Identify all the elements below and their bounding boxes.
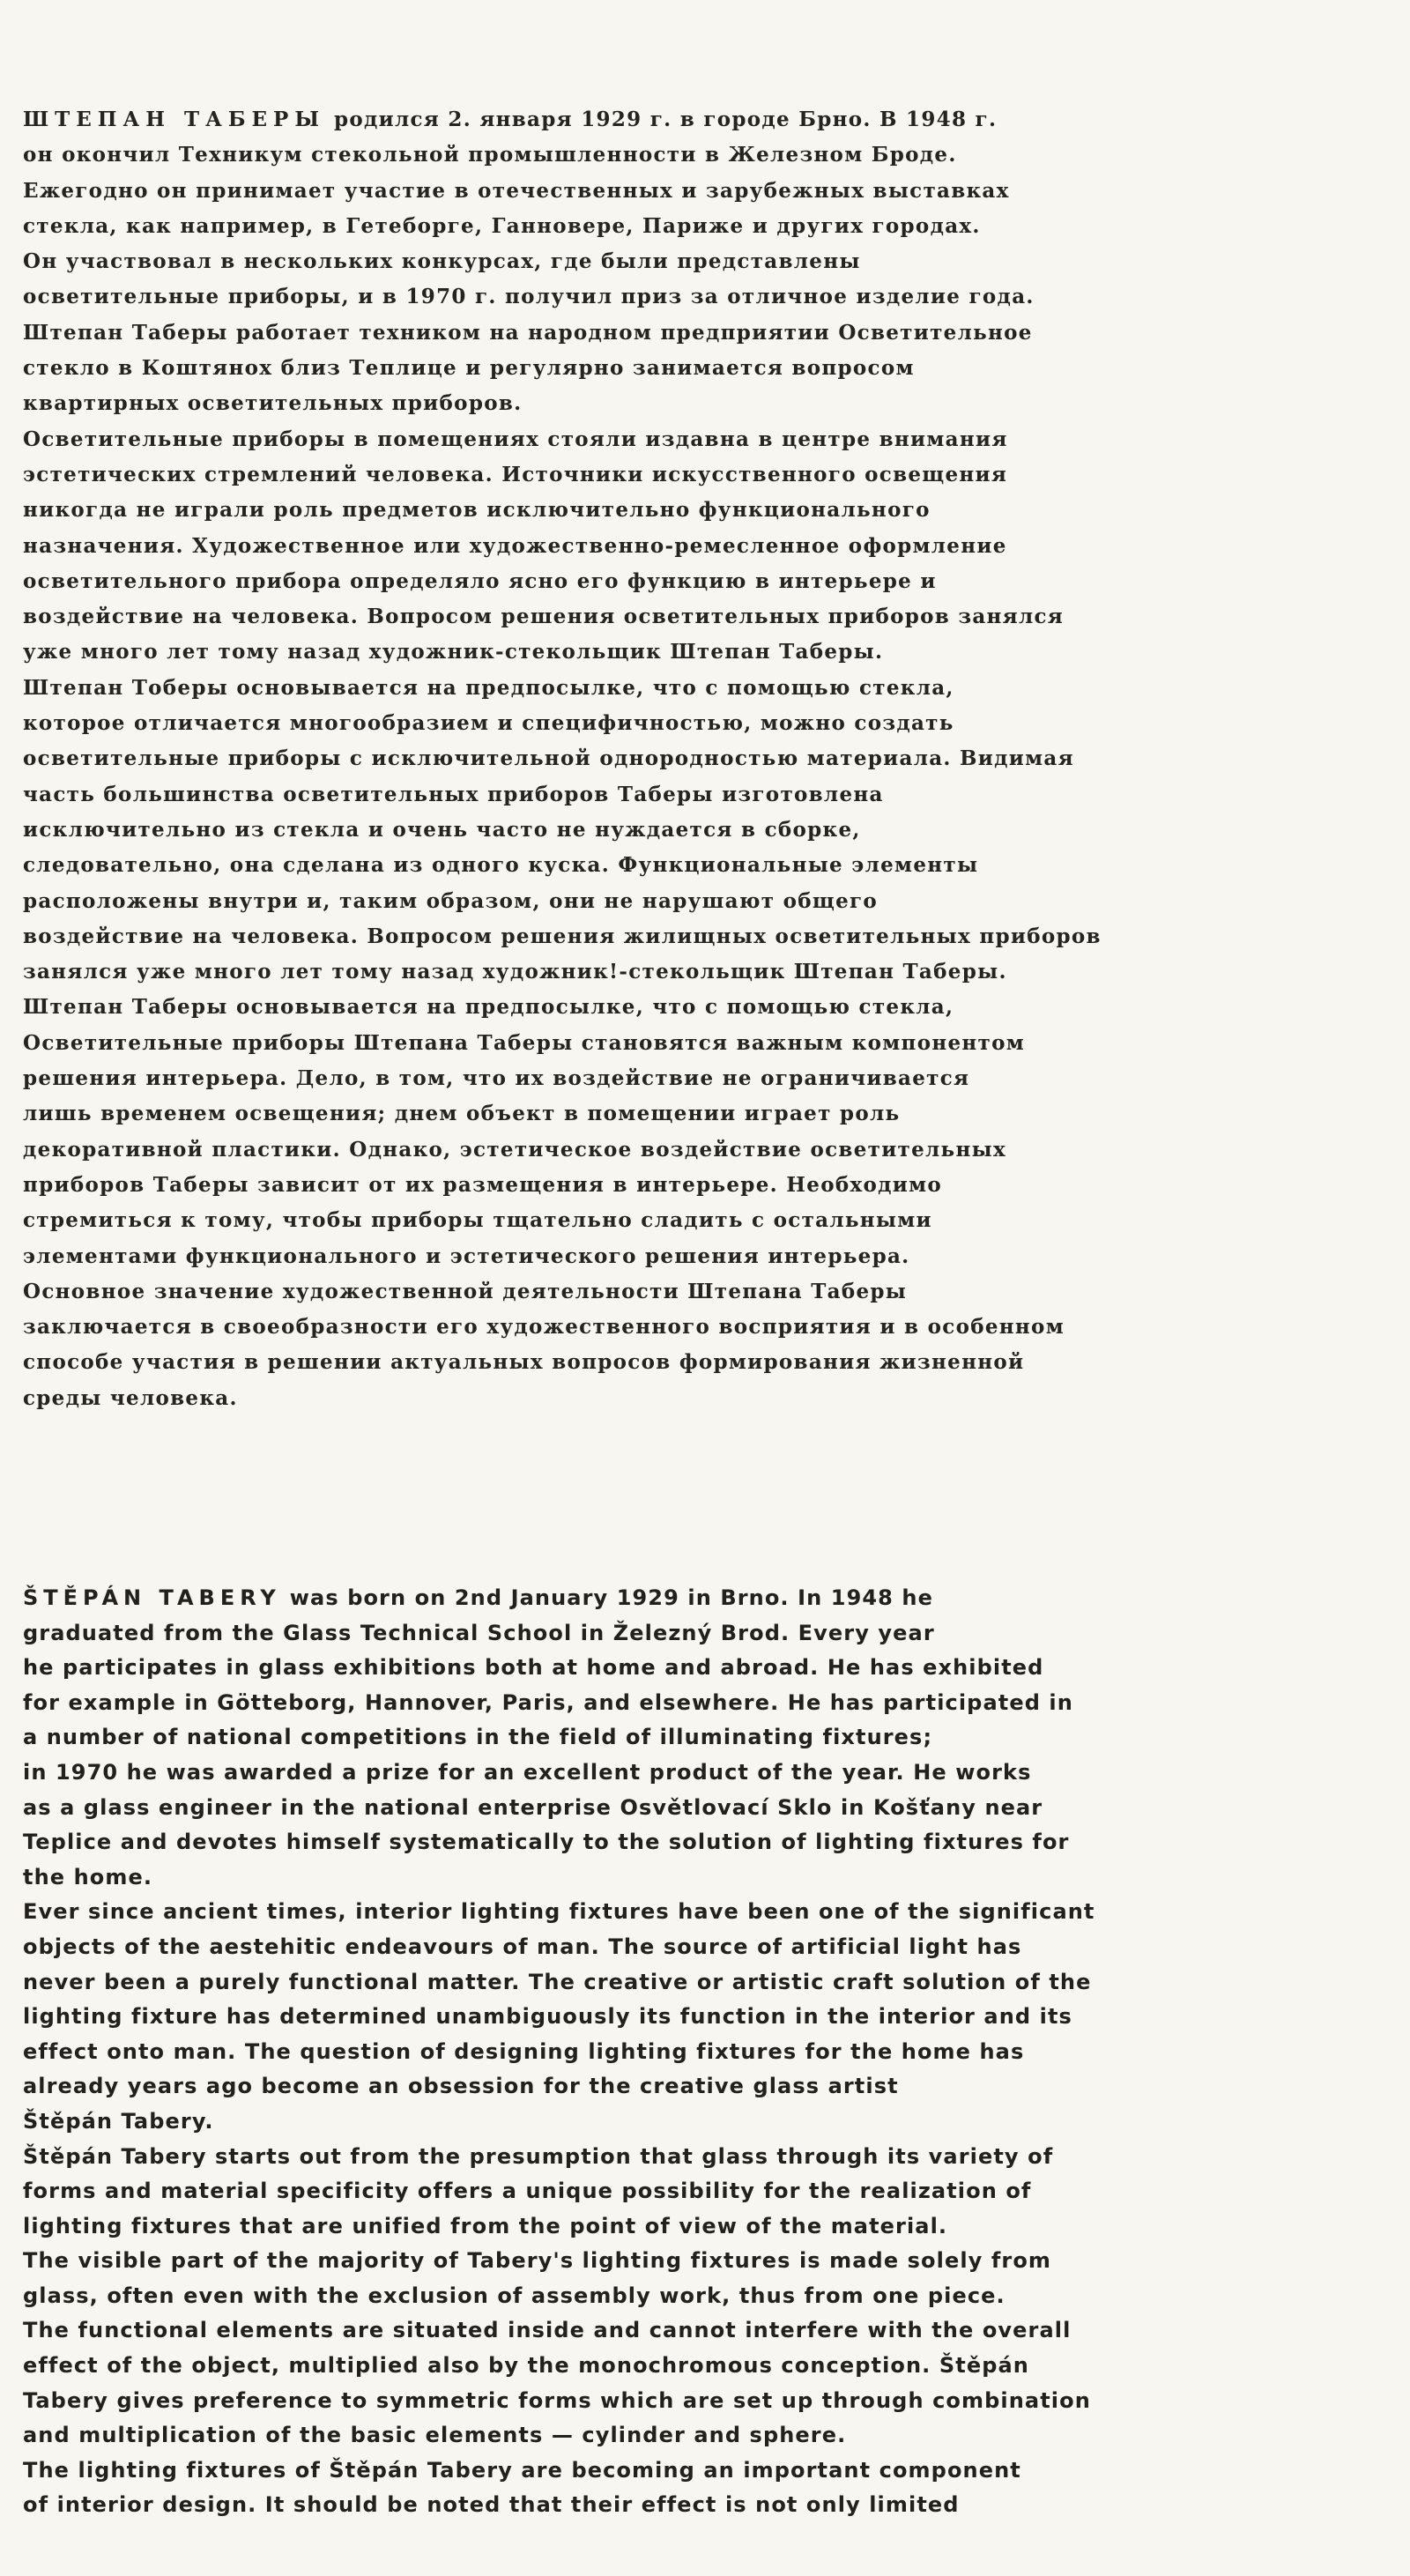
russian-line: осветительного прибора определяло ясно его функцию в интерьере и — [23, 568, 937, 593]
russian-line: никогда не играли роль предметов исключительно функционального — [23, 498, 931, 523]
english-line: of interior design. It should be noted that their effect is not only limited — [23, 2492, 960, 2518]
english-line: for example in Götteborg, Hannover, Paris, and elsewhere. He has participated in — [23, 1689, 1073, 1715]
russian-line: квартирных осветительных приборов. — [23, 391, 523, 416]
english-line: glass, often even with the exclusion of assembly work, thus from one piece. — [23, 2283, 1006, 2308]
english-line: lighting fixture has determined unambiguously its function in the interior and its — [23, 2004, 1072, 2030]
english-line: the home. — [23, 1864, 153, 1889]
russian-line: следовательно, она сделана из одного куска. Функциональные элементы — [23, 853, 979, 878]
russian-text-block — [23, 102, 1301, 1416]
russian-line: решения интерьера. Дело, в том, что их воздействие не ограничивается — [23, 1066, 970, 1091]
english-line: effect onto man. The question of designing lighting fixtures for the home has — [23, 2038, 1025, 2064]
english-text-block — [23, 1581, 1389, 2523]
english-line: he participates in glass exhibitions both at home and abroad. He has exhibited — [23, 1655, 1044, 1681]
russian-line: стекла, как например, в Гетеборге, Ганновере, Париже и других городах. — [23, 213, 981, 238]
russian-line: среды человека. — [23, 1385, 238, 1410]
russian-line: занялся уже много лет тому назад художник!-стекольщик Штепан Таберы. — [23, 960, 1007, 984]
english-first-line-rest: was born on 2nd January 1929 in Brno. In 1948 he — [289, 1585, 933, 1610]
russian-line: стекло в Коштянох близ Теплице и регулярно занимается вопросом — [23, 356, 915, 381]
english-line: Štěpán Tabery. — [23, 2108, 214, 2134]
russian-line: исключительно из стекла и очень часто не нуждается в сборке, — [23, 817, 861, 842]
english-line: forms and material specificity offers a unique possibility for the realization of — [23, 2179, 1032, 2204]
russian-line: воздействие на человека. Вопросом решения осветительных приборов занялся — [23, 605, 1065, 629]
russian-line: эстетических стремлений человека. Источники искусственного освещения — [23, 462, 1008, 486]
russian-line: элементами функционального и эстетического решения интерьера. — [23, 1243, 910, 1268]
english-line: a number of national competitions in the field of illuminating fixtures; — [23, 1725, 933, 1750]
russian-line: назначения. Художественное или художественно-ремесленное оформление — [23, 533, 1007, 558]
russian-first-line-rest: родился 2. января 1929 г. в городе Брно. В 1948 г. — [333, 108, 998, 131]
english-line: The functional elements are situated inside and cannot interfere with the overall — [23, 2318, 1072, 2343]
russian-line: лишь временем освещения; днем объект в помещении играет роль — [23, 1102, 901, 1126]
russian-line: которое отличается многообразием и специфичностью, можно создать — [23, 711, 954, 736]
english-line: objects of the aestehitic endeavours of man. The source of artificial light has — [23, 1934, 1022, 1959]
english-line: lighting fixtures that are unified from the point of view of the material. — [23, 2213, 948, 2238]
english-line: Ever since ancient times, interior lighting fixtures have been one of the significant — [23, 1899, 1095, 1925]
russian-line: декоративной пластики. Однако, эстетическое воздействие осветительных — [23, 1137, 1006, 1162]
russian-line: воздействие на человека. Вопросом решения жилищных осветительных приборов — [23, 924, 1102, 948]
russian-first-line — [23, 102, 1301, 137]
english-line: never been a purely functional matter. The creative or artistic craft solution of the — [23, 1969, 1092, 1994]
russian-line: осветительные приборы с исключительной однородностью материала. Видимая — [23, 746, 1074, 771]
russian-line: Основное значение художественной деятельности Штепана Таберы — [23, 1279, 908, 1303]
english-line: Štěpán Tabery starts out from the presumption that glass through its variety of — [23, 2143, 1054, 2169]
russian-line: Ежегодно он принимает участие в отечественных и зарубежных выставках — [23, 178, 1010, 203]
english-name-lead: ŠTĚPÁN TABERY — [23, 1585, 281, 1610]
english-first-line — [23, 1581, 1389, 1616]
english-line: already years ago become an obsession for the creative glass artist — [23, 2074, 899, 2099]
english-line: in 1970 he was awarded a prize for an excellent product of the year. He works — [23, 1759, 1032, 1785]
english-line: Teplice and devotes himself systematically to the solution of lighting fixtures for — [23, 1830, 1070, 1855]
english-line: and multiplication of the basic elements — cylinder and sphere. — [23, 2423, 847, 2448]
russian-line: часть большинства осветительных приборов Таберы изготовлена — [23, 782, 884, 806]
russian-line: Он участвовал в нескольких конкурсах, где были представлены — [23, 249, 861, 274]
russian-line: он окончил Техникум стекольной промышленности в Железном Броде. — [23, 143, 957, 167]
english-line: Tabery gives preference to symmetric forms which are set up through combination — [23, 2387, 1091, 2413]
english-line: effect of the object, multiplied also by the monochromous conception. Štěpán — [23, 2353, 1029, 2379]
russian-line: расположены внутри и, таким образом, они не нарушают общего — [23, 888, 879, 913]
russian-line: Осветительные приборы в помещениях стояли издавна в центре внимания — [23, 427, 1008, 451]
russian-line: осветительные приборы, и в 1970 г. получил приз за отличное изделие года. — [23, 285, 1035, 309]
russian-line: Штепан Тоберы основывается на предпосылке, что с помощью стекла, — [23, 675, 954, 700]
russian-name-lead: ШТЕПАН ТАБЕРЫ — [23, 108, 325, 131]
english-line: as a glass engineer in the national enterprise Osvětlovací Sklo in Košťany near — [23, 1794, 1043, 1820]
russian-line: способе участия в решении актуальных вопросов формирования жизненной — [23, 1350, 1025, 1375]
russian-line: уже много лет тому назад художник-стекольщик Штепан Таберы. — [23, 640, 884, 664]
russian-line: стремиться к тому, чтобы приборы тщательно сладить с остальными — [23, 1208, 932, 1233]
english-line: The lighting fixtures of Štěpán Tabery are becoming an important component — [23, 2457, 1021, 2483]
russian-line: Штепан Таберы основывается на предпосылке, что с помощью стекла, — [23, 995, 954, 1020]
russian-line: заключается в своеобразности его художественного восприятия и в особенном — [23, 1315, 1065, 1340]
russian-line: приборов Таберы зависит от их размещения в интерьере. Необходимо — [23, 1172, 943, 1197]
russian-line: Осветительные приборы Штепана Таберы становятся важным компонентом — [23, 1030, 1026, 1055]
russian-line: Штепан Таберы работает техником на народном предприятии Осветительное — [23, 320, 1033, 345]
english-line: The visible part of the majority of Tabery's lighting fixtures is made solely from — [23, 2248, 1052, 2274]
english-line: graduated from the Glass Technical School in Železný Brod. Every year — [23, 1620, 935, 1645]
